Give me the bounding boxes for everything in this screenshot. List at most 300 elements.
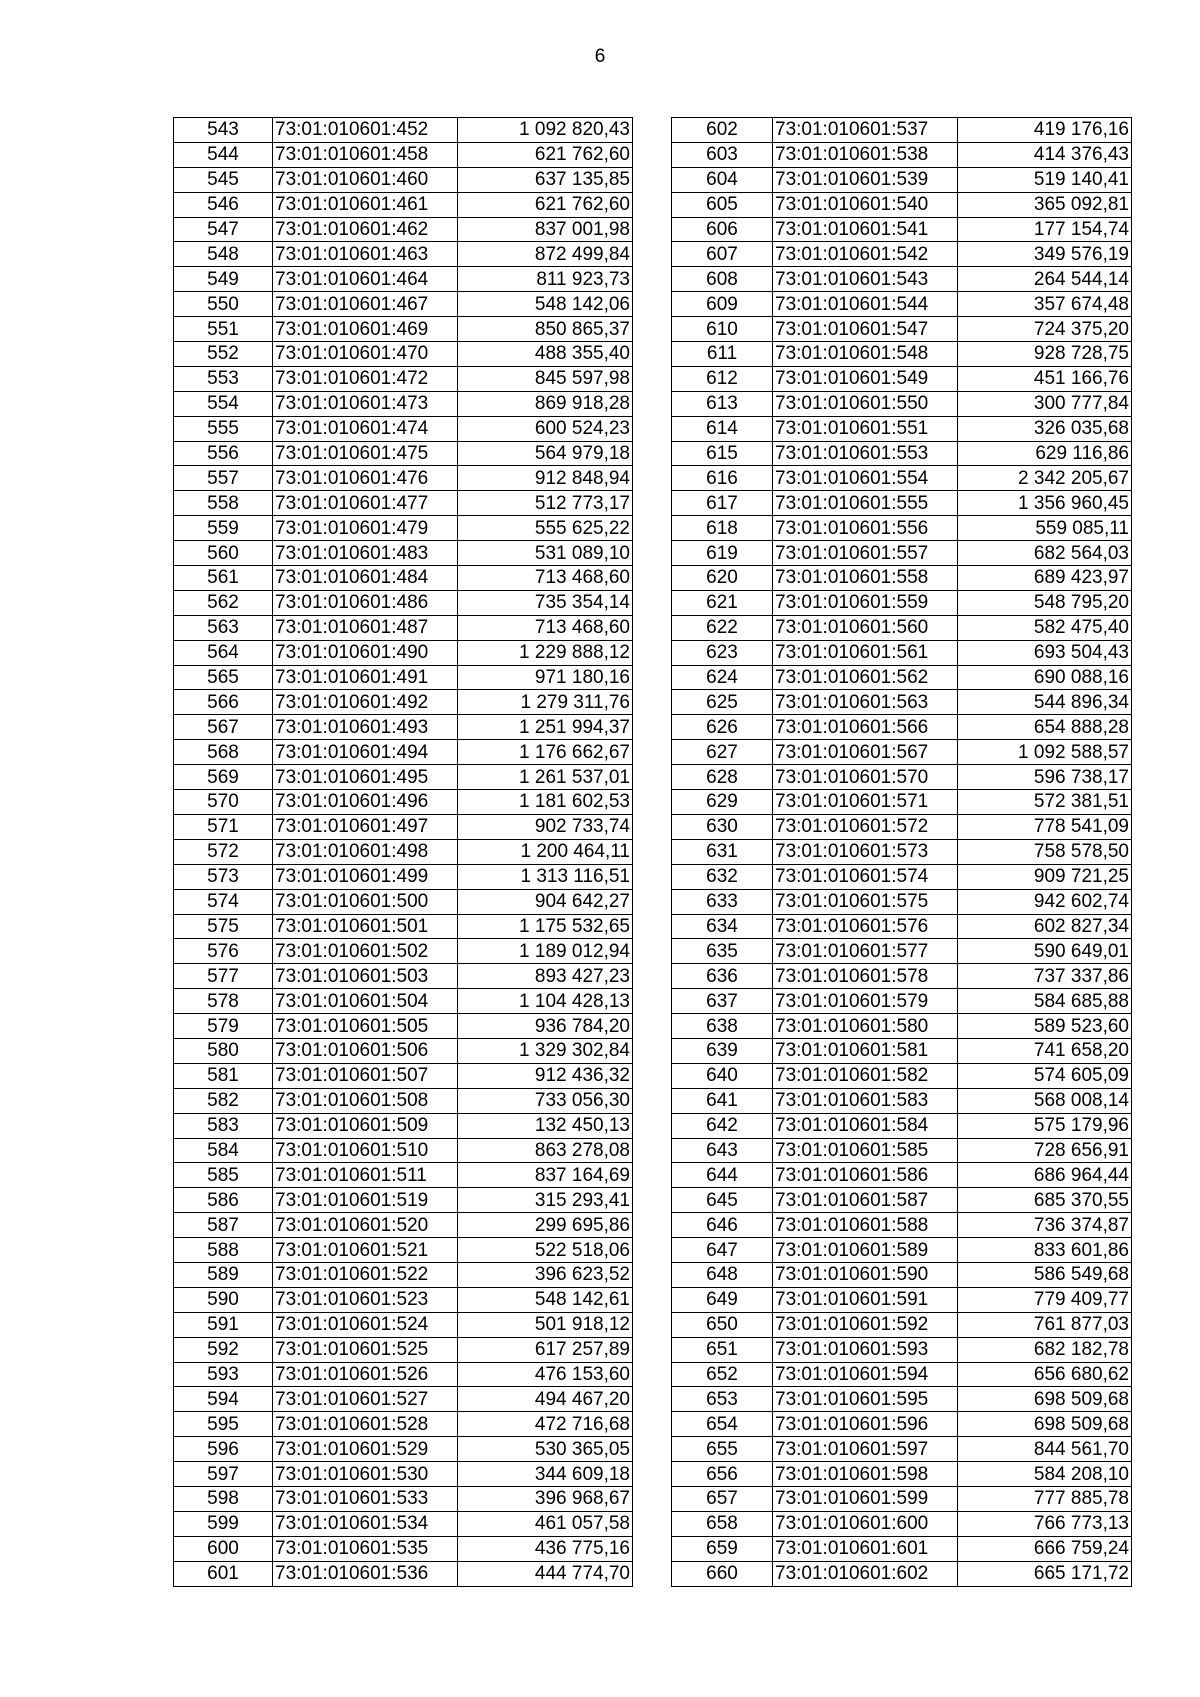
value-cell: 264 544,14 xyxy=(958,267,1132,292)
value-cell: 522 518,06 xyxy=(458,1238,633,1263)
value-cell: 912 436,32 xyxy=(458,1063,633,1088)
cadastral-number-cell: 73:01:010601:575 xyxy=(773,889,958,914)
cadastral-number-cell: 73:01:010601:573 xyxy=(773,839,958,864)
table-row xyxy=(672,267,1132,292)
table-row xyxy=(672,167,1132,192)
cadastral-number-cell: 73:01:010601:463 xyxy=(273,242,458,267)
row-number-cell: 647 xyxy=(672,1238,773,1263)
table-row xyxy=(672,1337,1132,1362)
value-cell: 693 504,43 xyxy=(958,640,1132,665)
value-cell: 544 896,34 xyxy=(958,690,1132,715)
row-number-cell: 627 xyxy=(672,740,773,765)
table-row xyxy=(672,1561,1132,1586)
value-cell: 575 179,96 xyxy=(958,1113,1132,1138)
row-number-cell: 550 xyxy=(174,292,273,317)
value-cell: 344 609,18 xyxy=(458,1462,633,1487)
value-cell: 833 601,86 xyxy=(958,1238,1132,1263)
cadastral-number-cell: 73:01:010601:519 xyxy=(273,1188,458,1213)
table-row xyxy=(672,1437,1132,1462)
cadastral-number-cell: 73:01:010601:535 xyxy=(273,1536,458,1561)
cadastral-number-cell: 73:01:010601:574 xyxy=(773,864,958,889)
value-cell: 689 423,97 xyxy=(958,566,1132,591)
value-cell: 872 499,84 xyxy=(458,242,633,267)
cadastral-number-cell: 73:01:010601:583 xyxy=(773,1088,958,1113)
row-number-cell: 565 xyxy=(174,665,273,690)
row-number-cell: 581 xyxy=(174,1063,273,1088)
value-cell: 893 427,23 xyxy=(458,964,633,989)
value-cell: 300 777,84 xyxy=(958,391,1132,416)
cadastral-number-cell: 73:01:010601:484 xyxy=(273,566,458,591)
cadastral-number-cell: 73:01:010601:600 xyxy=(773,1511,958,1536)
value-cell: 811 923,73 xyxy=(458,267,633,292)
table-row xyxy=(672,615,1132,640)
table-row xyxy=(174,715,633,740)
cadastral-number-cell: 73:01:010601:524 xyxy=(273,1312,458,1337)
value-cell: 177 154,74 xyxy=(958,217,1132,242)
value-cell: 666 759,24 xyxy=(958,1536,1132,1561)
value-cell: 682 564,03 xyxy=(958,541,1132,566)
table-row xyxy=(672,1213,1132,1238)
row-number-cell: 652 xyxy=(672,1362,773,1387)
value-cell: 494 467,20 xyxy=(458,1387,633,1412)
value-cell: 637 135,85 xyxy=(458,167,633,192)
value-cell: 777 885,78 xyxy=(958,1486,1132,1511)
cadastral-number-cell: 73:01:010601:554 xyxy=(773,466,958,491)
cadastral-number-cell: 73:01:010601:458 xyxy=(273,142,458,167)
cadastral-number-cell: 73:01:010601:589 xyxy=(773,1238,958,1263)
value-cell: 863 278,08 xyxy=(458,1138,633,1163)
row-number-cell: 655 xyxy=(672,1437,773,1462)
row-number-cell: 559 xyxy=(174,516,273,541)
row-number-cell: 596 xyxy=(174,1437,273,1462)
table-row xyxy=(672,292,1132,317)
table-row xyxy=(174,690,633,715)
table-row xyxy=(672,1188,1132,1213)
table-row xyxy=(672,466,1132,491)
cadastral-number-cell: 73:01:010601:510 xyxy=(273,1138,458,1163)
row-number-cell: 586 xyxy=(174,1188,273,1213)
row-number-cell: 601 xyxy=(174,1561,273,1586)
cadastral-number-cell: 73:01:010601:520 xyxy=(273,1213,458,1238)
cadastral-number-cell: 73:01:010601:595 xyxy=(773,1387,958,1412)
cadastral-number-cell: 73:01:010601:599 xyxy=(773,1486,958,1511)
row-number-cell: 619 xyxy=(672,541,773,566)
table-row xyxy=(672,1163,1132,1188)
cadastral-number-cell: 73:01:010601:530 xyxy=(273,1462,458,1487)
table-row xyxy=(174,1412,633,1437)
table-row xyxy=(174,1262,633,1287)
cadastral-number-cell: 73:01:010601:486 xyxy=(273,590,458,615)
value-cell: 656 680,62 xyxy=(958,1362,1132,1387)
value-cell: 444 774,70 xyxy=(458,1561,633,1586)
table-row xyxy=(672,1063,1132,1088)
cadastral-number-cell: 73:01:010601:483 xyxy=(273,541,458,566)
row-number-cell: 657 xyxy=(672,1486,773,1511)
table-row xyxy=(672,118,1132,143)
row-number-cell: 628 xyxy=(672,765,773,790)
cadastral-number-cell: 73:01:010601:582 xyxy=(773,1063,958,1088)
row-number-cell: 587 xyxy=(174,1213,273,1238)
value-cell: 1 181 602,53 xyxy=(458,790,633,815)
value-cell: 1 261 537,01 xyxy=(458,765,633,790)
cadastral-number-cell: 73:01:010601:586 xyxy=(773,1163,958,1188)
row-number-cell: 659 xyxy=(672,1536,773,1561)
value-cell: 942 602,74 xyxy=(958,889,1132,914)
cadastral-number-cell: 73:01:010601:543 xyxy=(773,267,958,292)
cadastral-number-cell: 73:01:010601:523 xyxy=(273,1287,458,1312)
value-cell: 1 176 662,67 xyxy=(458,740,633,765)
table-row xyxy=(672,989,1132,1014)
cadastral-number-cell: 73:01:010601:501 xyxy=(273,914,458,939)
table-row xyxy=(672,765,1132,790)
table-row xyxy=(174,1063,633,1088)
row-number-cell: 654 xyxy=(672,1412,773,1437)
row-number-cell: 562 xyxy=(174,590,273,615)
cadastral-number-cell: 73:01:010601:570 xyxy=(773,765,958,790)
table-row xyxy=(174,566,633,591)
table-row xyxy=(174,1287,633,1312)
cadastral-number-cell: 73:01:010601:500 xyxy=(273,889,458,914)
row-number-cell: 649 xyxy=(672,1287,773,1312)
row-number-cell: 616 xyxy=(672,466,773,491)
row-number-cell: 629 xyxy=(672,790,773,815)
table-row xyxy=(672,690,1132,715)
value-cell: 414 376,43 xyxy=(958,142,1132,167)
row-number-cell: 594 xyxy=(174,1387,273,1412)
cadastral-number-cell: 73:01:010601:602 xyxy=(773,1561,958,1586)
table-row xyxy=(174,640,633,665)
value-cell: 1 200 464,11 xyxy=(458,839,633,864)
table-row xyxy=(174,267,633,292)
row-number-cell: 599 xyxy=(174,1511,273,1536)
value-cell: 912 848,94 xyxy=(458,466,633,491)
cadastral-number-cell: 73:01:010601:594 xyxy=(773,1362,958,1387)
table-row xyxy=(174,466,633,491)
value-cell: 596 738,17 xyxy=(958,765,1132,790)
table-row xyxy=(174,391,633,416)
cadastral-number-cell: 73:01:010601:588 xyxy=(773,1213,958,1238)
row-number-cell: 572 xyxy=(174,839,273,864)
row-number-cell: 630 xyxy=(672,814,773,839)
cadastral-number-cell: 73:01:010601:497 xyxy=(273,814,458,839)
value-cell: 582 475,40 xyxy=(958,615,1132,640)
table-row xyxy=(174,1088,633,1113)
value-cell: 512 773,17 xyxy=(458,491,633,516)
table-row xyxy=(672,566,1132,591)
row-number-cell: 603 xyxy=(672,142,773,167)
cadastral-number-cell: 73:01:010601:591 xyxy=(773,1287,958,1312)
table-row xyxy=(174,1462,633,1487)
value-cell: 766 773,13 xyxy=(958,1511,1132,1536)
cadastral-number-cell: 73:01:010601:522 xyxy=(273,1262,458,1287)
row-number-cell: 554 xyxy=(174,391,273,416)
cadastral-table-left xyxy=(173,117,633,1587)
row-number-cell: 544 xyxy=(174,142,273,167)
row-number-cell: 615 xyxy=(672,441,773,466)
cadastral-number-cell: 73:01:010601:555 xyxy=(773,491,958,516)
cadastral-number-cell: 73:01:010601:495 xyxy=(273,765,458,790)
table-row xyxy=(174,242,633,267)
table-row xyxy=(672,790,1132,815)
row-number-cell: 635 xyxy=(672,939,773,964)
cadastral-number-cell: 73:01:010601:536 xyxy=(273,1561,458,1586)
cadastral-number-cell: 73:01:010601:598 xyxy=(773,1462,958,1487)
cadastral-number-cell: 73:01:010601:548 xyxy=(773,342,958,367)
value-cell: 531 089,10 xyxy=(458,541,633,566)
value-cell: 971 180,16 xyxy=(458,665,633,690)
row-number-cell: 569 xyxy=(174,765,273,790)
table-row xyxy=(174,790,633,815)
cadastral-number-cell: 73:01:010601:503 xyxy=(273,964,458,989)
cadastral-number-cell: 73:01:010601:553 xyxy=(773,441,958,466)
value-cell: 758 578,50 xyxy=(958,839,1132,864)
table-row xyxy=(174,1387,633,1412)
row-number-cell: 606 xyxy=(672,217,773,242)
cadastral-number-cell: 73:01:010601:487 xyxy=(273,615,458,640)
value-cell: 654 888,28 xyxy=(958,715,1132,740)
row-number-cell: 576 xyxy=(174,939,273,964)
table-row xyxy=(672,839,1132,864)
row-number-cell: 611 xyxy=(672,342,773,367)
cadastral-number-cell: 73:01:010601:502 xyxy=(273,939,458,964)
value-cell: 629 116,86 xyxy=(958,441,1132,466)
cadastral-number-cell: 73:01:010601:505 xyxy=(273,1014,458,1039)
cadastral-number-cell: 73:01:010601:509 xyxy=(273,1113,458,1138)
row-number-cell: 605 xyxy=(672,192,773,217)
cadastral-number-cell: 73:01:010601:477 xyxy=(273,491,458,516)
value-cell: 869 918,28 xyxy=(458,391,633,416)
value-cell: 682 182,78 xyxy=(958,1337,1132,1362)
value-cell: 761 877,03 xyxy=(958,1312,1132,1337)
cadastral-number-cell: 73:01:010601:587 xyxy=(773,1188,958,1213)
table-row xyxy=(672,1412,1132,1437)
value-cell: 602 827,34 xyxy=(958,914,1132,939)
value-cell: 600 524,23 xyxy=(458,416,633,441)
cadastral-number-cell: 73:01:010601:473 xyxy=(273,391,458,416)
table-row xyxy=(174,516,633,541)
table-row xyxy=(672,1113,1132,1138)
cadastral-number-cell: 73:01:010601:540 xyxy=(773,192,958,217)
table-row xyxy=(174,1038,633,1063)
cadastral-number-cell: 73:01:010601:596 xyxy=(773,1412,958,1437)
row-number-cell: 577 xyxy=(174,964,273,989)
row-number-cell: 553 xyxy=(174,366,273,391)
row-number-cell: 597 xyxy=(174,1462,273,1487)
value-cell: 698 509,68 xyxy=(958,1387,1132,1412)
row-number-cell: 641 xyxy=(672,1088,773,1113)
value-cell: 586 549,68 xyxy=(958,1262,1132,1287)
row-number-cell: 561 xyxy=(174,566,273,591)
row-number-cell: 608 xyxy=(672,267,773,292)
table-row xyxy=(174,839,633,864)
value-cell: 724 375,20 xyxy=(958,317,1132,342)
row-number-cell: 575 xyxy=(174,914,273,939)
value-cell: 519 140,41 xyxy=(958,167,1132,192)
row-number-cell: 549 xyxy=(174,267,273,292)
row-number-cell: 589 xyxy=(174,1262,273,1287)
value-cell: 548 142,06 xyxy=(458,292,633,317)
cadastral-number-cell: 73:01:010601:549 xyxy=(773,366,958,391)
cadastral-number-cell: 73:01:010601:547 xyxy=(773,317,958,342)
table-row xyxy=(672,1287,1132,1312)
value-cell: 736 374,87 xyxy=(958,1213,1132,1238)
row-number-cell: 570 xyxy=(174,790,273,815)
cadastral-number-cell: 73:01:010601:571 xyxy=(773,790,958,815)
table-row xyxy=(672,1088,1132,1113)
row-number-cell: 590 xyxy=(174,1287,273,1312)
value-cell: 451 166,76 xyxy=(958,366,1132,391)
table-row xyxy=(672,590,1132,615)
value-cell: 1 251 994,37 xyxy=(458,715,633,740)
value-cell: 476 153,60 xyxy=(458,1362,633,1387)
row-number-cell: 622 xyxy=(672,615,773,640)
cadastral-number-cell: 73:01:010601:578 xyxy=(773,964,958,989)
table-row xyxy=(174,1113,633,1138)
row-number-cell: 566 xyxy=(174,690,273,715)
table-row xyxy=(174,740,633,765)
table-row xyxy=(174,142,633,167)
cadastral-number-cell: 73:01:010601:581 xyxy=(773,1038,958,1063)
cadastral-number-cell: 73:01:010601:498 xyxy=(273,839,458,864)
row-number-cell: 646 xyxy=(672,1213,773,1238)
table-row xyxy=(672,1486,1132,1511)
value-cell: 472 716,68 xyxy=(458,1412,633,1437)
row-number-cell: 602 xyxy=(672,118,773,143)
row-number-cell: 643 xyxy=(672,1138,773,1163)
value-cell: 299 695,86 xyxy=(458,1213,633,1238)
cadastral-number-cell: 73:01:010601:476 xyxy=(273,466,458,491)
value-cell: 501 918,12 xyxy=(458,1312,633,1337)
cadastral-number-cell: 73:01:010601:479 xyxy=(273,516,458,541)
table-row xyxy=(672,242,1132,267)
row-number-cell: 639 xyxy=(672,1038,773,1063)
table-row xyxy=(174,416,633,441)
value-cell: 779 409,77 xyxy=(958,1287,1132,1312)
value-cell: 844 561,70 xyxy=(958,1437,1132,1462)
table-row xyxy=(174,590,633,615)
value-cell: 315 293,41 xyxy=(458,1188,633,1213)
value-cell: 132 450,13 xyxy=(458,1113,633,1138)
cadastral-number-cell: 73:01:010601:550 xyxy=(773,391,958,416)
row-number-cell: 637 xyxy=(672,989,773,1014)
value-cell: 778 541,09 xyxy=(958,814,1132,839)
row-number-cell: 547 xyxy=(174,217,273,242)
table-row xyxy=(174,914,633,939)
row-number-cell: 551 xyxy=(174,317,273,342)
row-number-cell: 609 xyxy=(672,292,773,317)
table-row xyxy=(174,366,633,391)
row-number-cell: 573 xyxy=(174,864,273,889)
value-cell: 735 354,14 xyxy=(458,590,633,615)
value-cell: 928 728,75 xyxy=(958,342,1132,367)
table-row xyxy=(174,167,633,192)
cadastral-number-cell: 73:01:010601:493 xyxy=(273,715,458,740)
table-row xyxy=(174,1213,633,1238)
cadastral-number-cell: 73:01:010601:551 xyxy=(773,416,958,441)
table-row xyxy=(174,1362,633,1387)
row-number-cell: 612 xyxy=(672,366,773,391)
cadastral-number-cell: 73:01:010601:528 xyxy=(273,1412,458,1437)
row-number-cell: 557 xyxy=(174,466,273,491)
table-row xyxy=(672,1038,1132,1063)
value-cell: 837 164,69 xyxy=(458,1163,633,1188)
value-cell: 349 576,19 xyxy=(958,242,1132,267)
row-number-cell: 638 xyxy=(672,1014,773,1039)
value-cell: 1 189 012,94 xyxy=(458,939,633,964)
table-row xyxy=(672,889,1132,914)
value-cell: 530 365,05 xyxy=(458,1437,633,1462)
cadastral-number-cell: 73:01:010601:475 xyxy=(273,441,458,466)
row-number-cell: 642 xyxy=(672,1113,773,1138)
cadastral-number-cell: 73:01:010601:472 xyxy=(273,366,458,391)
value-cell: 850 865,37 xyxy=(458,317,633,342)
value-cell: 555 625,22 xyxy=(458,516,633,541)
value-cell: 590 649,01 xyxy=(958,939,1132,964)
row-number-cell: 645 xyxy=(672,1188,773,1213)
row-number-cell: 634 xyxy=(672,914,773,939)
row-number-cell: 591 xyxy=(174,1312,273,1337)
row-number-cell: 631 xyxy=(672,839,773,864)
table-row xyxy=(672,1312,1132,1337)
table-row xyxy=(174,192,633,217)
row-number-cell: 610 xyxy=(672,317,773,342)
table-row xyxy=(672,1238,1132,1263)
cadastral-number-cell: 73:01:010601:496 xyxy=(273,790,458,815)
table-row xyxy=(174,665,633,690)
table-row xyxy=(174,118,633,143)
row-number-cell: 623 xyxy=(672,640,773,665)
cadastral-number-cell: 73:01:010601:562 xyxy=(773,665,958,690)
table-row xyxy=(672,516,1132,541)
cadastral-number-cell: 73:01:010601:561 xyxy=(773,640,958,665)
row-number-cell: 545 xyxy=(174,167,273,192)
value-cell: 685 370,55 xyxy=(958,1188,1132,1213)
table-row xyxy=(174,1437,633,1462)
cadastral-number-cell: 73:01:010601:491 xyxy=(273,665,458,690)
table-row xyxy=(672,391,1132,416)
value-cell: 902 733,74 xyxy=(458,814,633,839)
value-cell: 713 468,60 xyxy=(458,615,633,640)
cadastral-number-cell: 73:01:010601:593 xyxy=(773,1337,958,1362)
value-cell: 548 142,61 xyxy=(458,1287,633,1312)
row-number-cell: 624 xyxy=(672,665,773,690)
value-cell: 837 001,98 xyxy=(458,217,633,242)
row-number-cell: 580 xyxy=(174,1038,273,1063)
cadastral-number-cell: 73:01:010601:525 xyxy=(273,1337,458,1362)
value-cell: 665 171,72 xyxy=(958,1561,1132,1586)
value-cell: 568 008,14 xyxy=(958,1088,1132,1113)
row-number-cell: 558 xyxy=(174,491,273,516)
value-cell: 572 381,51 xyxy=(958,790,1132,815)
row-number-cell: 584 xyxy=(174,1138,273,1163)
cadastral-number-cell: 73:01:010601:537 xyxy=(773,118,958,143)
table-row xyxy=(174,292,633,317)
cadastral-number-cell: 73:01:010601:542 xyxy=(773,242,958,267)
row-number-cell: 618 xyxy=(672,516,773,541)
value-cell: 1 175 532,65 xyxy=(458,914,633,939)
value-cell: 617 257,89 xyxy=(458,1337,633,1362)
table-row xyxy=(672,1138,1132,1163)
row-number-cell: 660 xyxy=(672,1561,773,1586)
cadastral-number-cell: 73:01:010601:469 xyxy=(273,317,458,342)
cadastral-number-cell: 73:01:010601:572 xyxy=(773,814,958,839)
row-number-cell: 617 xyxy=(672,491,773,516)
value-cell: 698 509,68 xyxy=(958,1412,1132,1437)
table-row xyxy=(672,142,1132,167)
row-number-cell: 614 xyxy=(672,416,773,441)
table-row xyxy=(672,192,1132,217)
table-body-right xyxy=(672,118,1132,1587)
